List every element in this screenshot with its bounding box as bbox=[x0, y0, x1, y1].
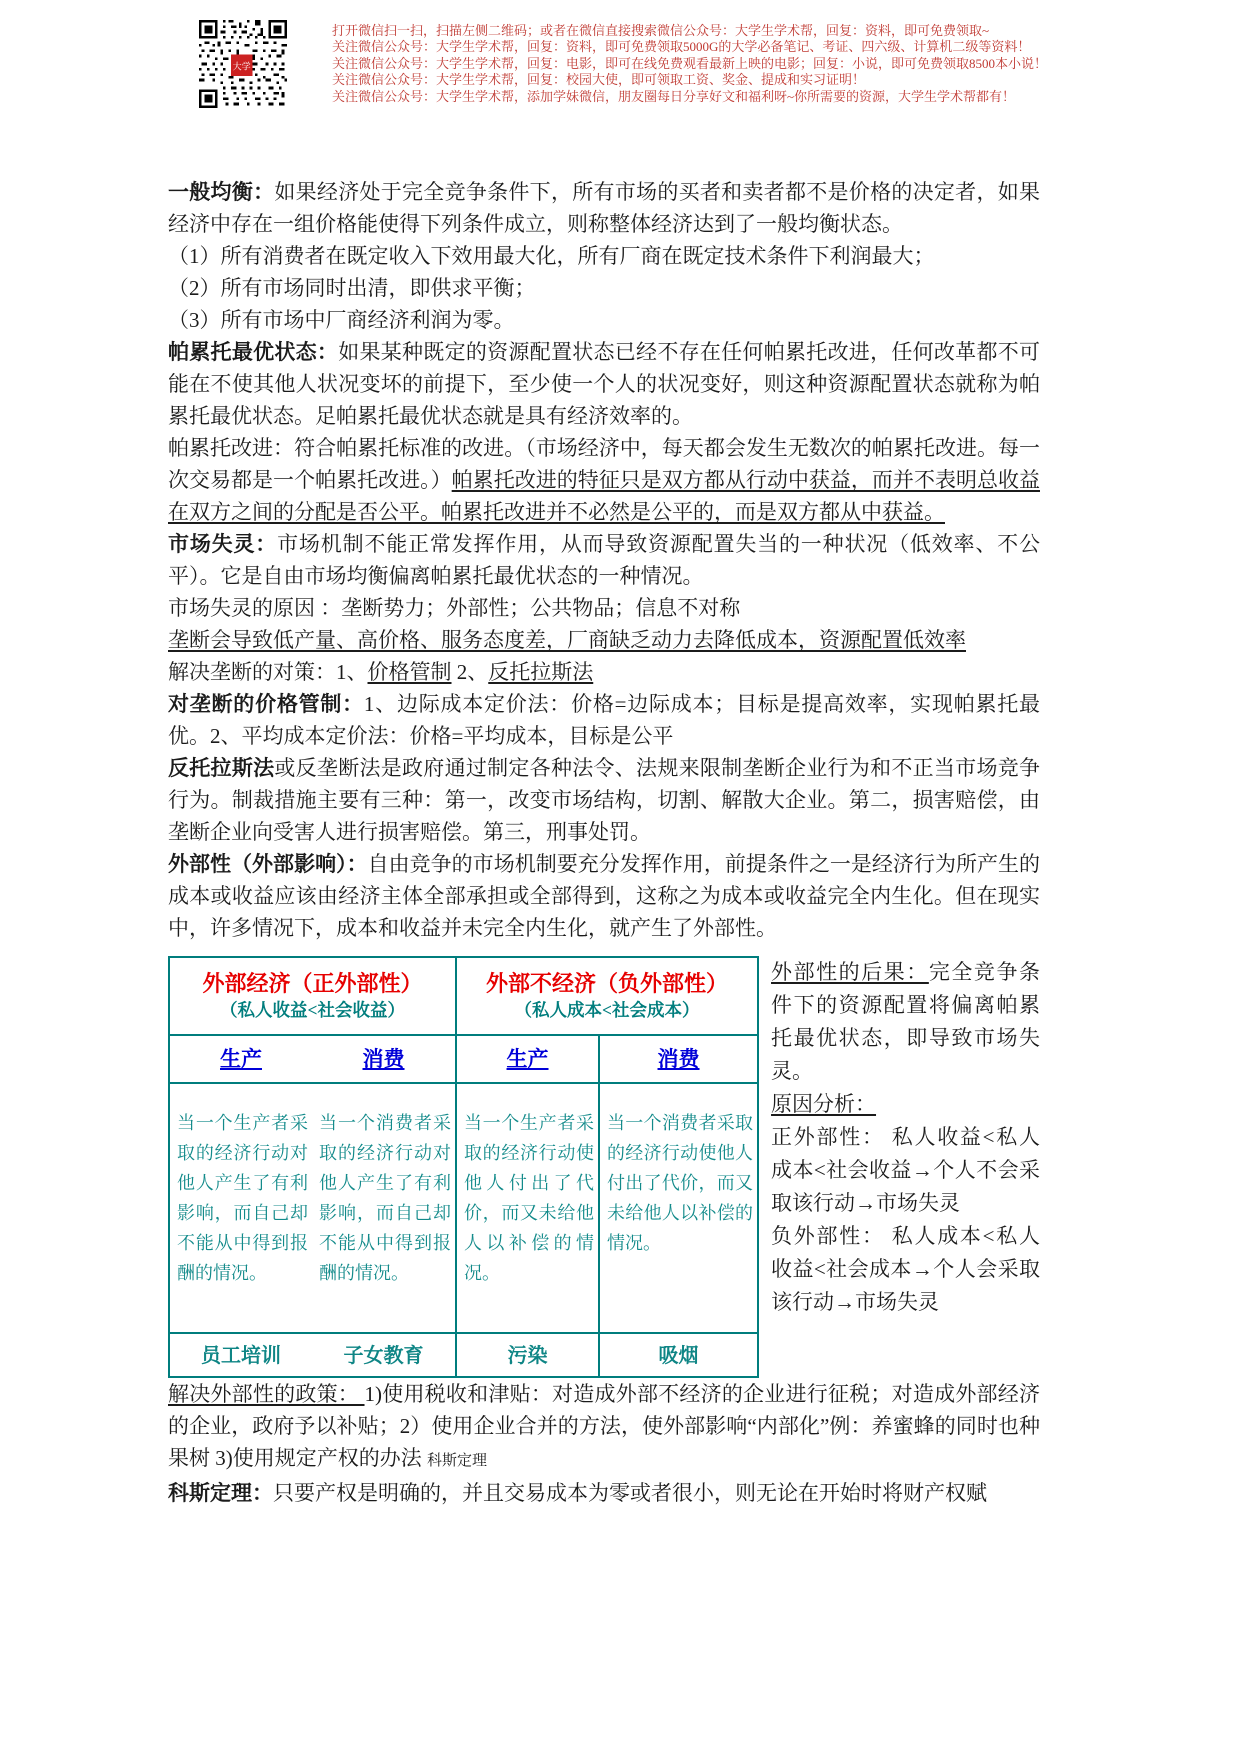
term-coase-theorem: 科斯定理： bbox=[168, 1481, 273, 1505]
externality-paragraph: 外部性（外部影响）：自由竞争的市场机制要充分发挥作用，前提条件之一是经济行为所产生的成本或收益应该由经济主体全部承担或全部得到，这称之为成本或收益完全内生化。但在现实中，许多情况下，成本和收益并未完全内生化，就产生了外部性。 bbox=[168, 852, 1041, 940]
term-externality: 外部性（外部影响）： bbox=[168, 852, 368, 876]
term-pareto-optimal: 帕累托最优状态： bbox=[168, 340, 339, 364]
antitrust-paragraph: 反托拉斯法或反垄断法是政府通过制定各种法令、法规来限制垄断企业行为和不正当市场竞争行为。制裁措施主要有三种：第一，改变市场结构，切割、解散大企业。第二，损害赔偿，由垄断企业向受害人进行损害赔偿。第三，刑事处罚。 bbox=[168, 756, 1040, 844]
wechat-ad-block bbox=[332, 23, 1047, 105]
ad-line: 关注微信公众号：大学生学术帮，添加学妹微信，朋友圈每日分享好文和福利呀~你所需要的资源，大学生学术帮都有！ bbox=[332, 88, 1016, 104]
condition-2: （2）所有市场同时出清，即供求平衡； bbox=[168, 276, 536, 300]
price-regulation-paragraph: 对垄断的价格管制：1、边际成本定价法：价格=边际成本；目标是提高效率，实现帕累托最优。2、平均成本定价法：价格=平均成本，目标是公平 bbox=[168, 692, 1041, 748]
group-header-positive: 外部经济（正外部性） （私人收益<社会收益） bbox=[169, 957, 456, 1035]
monopoly-effects-line: 垄断会导致低产量、高价格、服务态度差，厂商缺乏动力去降低成本，资源配置低效率 bbox=[168, 628, 966, 652]
term-price-regulation: 对垄断的价格管制： bbox=[168, 692, 364, 716]
market-failure-causes: 市场失灵的原因 ：垄断势力；外部性；公共物品；信息不对称 bbox=[168, 596, 741, 620]
qr-logo-text: 大学 bbox=[232, 61, 251, 72]
externality-policy-paragraph: 解决外部性的政策： 1)使用税收和津贴：对造成外部不经济的企业进行征税；对造成外部经济的企业，政府予以补贴；2）使用企业合并的方法，使外部影响“内部化”例：养蜜蜂的同时也种果树 3)使用规定产权的办法 科斯定理 bbox=[168, 1382, 1040, 1470]
term-antitrust-law: 反托拉斯法 bbox=[168, 756, 275, 780]
positive-externality-line: 正外部性： 私人收益<私人成本<社会收益→个人不会采取该行动→市场失灵 bbox=[771, 1125, 1040, 1215]
group-header-negative: 外部不经济（负外部性） （私人成本<社会成本） bbox=[456, 957, 758, 1035]
condition-1: （1）所有消费者在既定收入下效用最大化，所有厂商在既定技术条件下利润最大； bbox=[168, 244, 935, 268]
pareto-improvement-paragraph: 帕累托改进：符合帕累托标准的改进。（市场经济中，每天都会发生无数次的帕累托改进。每一次交易都是一个帕累托改进。）帕累托改进的特征只是双方都从行动中获益，而并不表明总收益在双方之间的分配是否公平。帕累托改进并不必然是公平的，而是双方都从中获益。 bbox=[168, 436, 1040, 524]
market-failure-paragraph: 市场失灵：市场机制不能正常发挥作用，从而导致资源配置失当的一种状况（低效率、不公平）。它是自由市场均衡偏离帕累托最优状态的一种情况。 bbox=[168, 532, 1041, 588]
externality-table bbox=[168, 956, 759, 1378]
solution-price-control: 价格管制 bbox=[367, 660, 452, 684]
definition-cell: 当一个消费者采取的经济行动对他人产生了有利影响，而自己却不能从中得到报酬的情况。 bbox=[312, 1083, 456, 1333]
example-cell: 污染 bbox=[456, 1333, 599, 1377]
solution-antitrust: 反托拉斯法 bbox=[488, 660, 594, 684]
ad-line: 关注微信公众号：大学生学术帮，回复：电影，即可在线免费观看最新上映的电影；回复：小说，即可免费领取8500本小说！ bbox=[332, 55, 1048, 71]
cause-analysis-label: 原因分析： bbox=[771, 1092, 877, 1116]
example-cell: 员工培训 bbox=[169, 1333, 312, 1377]
monopoly-solutions-line: 解决垄断的对策：1、价格管制 2、反托拉斯法 bbox=[168, 660, 594, 684]
definition-cell: 当一个生产者采取的经济行动使他人付出了代价，而又未给他人以补偿的情况。 bbox=[456, 1083, 599, 1333]
externality-consequence-notes bbox=[771, 956, 1040, 1319]
term-general-equilibrium: 一般均衡： bbox=[168, 180, 275, 204]
coase-theorem-paragraph: 科斯定理：只要产权是明确的，并且交易成本为零或者很小，则无论在开始时将财产权赋 bbox=[168, 1481, 987, 1505]
condition-3: （3）所有市场中厂商经济利润为零。 bbox=[168, 308, 515, 332]
col-header-consumption-1: 消费 bbox=[312, 1035, 456, 1083]
ad-line: 打开微信扫一扫，扫描左侧二维码；或者在微信直接搜索微信公众号：大学生学术帮，回复：资料，即可免费领取~ bbox=[332, 23, 990, 38]
definition-cell: 当一个消费者采取的经济行动使他人付出了代价，而又未给他人以补偿的情况。 bbox=[599, 1083, 758, 1333]
example-cell: 子女教育 bbox=[312, 1333, 456, 1377]
document-body bbox=[168, 176, 1040, 1509]
general-equilibrium-paragraph: 一般均衡：如果经济处于完全竞争条件下，所有市场的买者和卖者都不是价格的决定者，如果经济中存在一组价格能使得下列条件成立，则称整体经济达到了一般均衡状态。 bbox=[168, 180, 1040, 236]
col-header-production-2: 生产 bbox=[456, 1035, 599, 1083]
qr-code-image bbox=[199, 20, 287, 108]
term-market-failure: 市场失灵： bbox=[168, 532, 278, 556]
externality-section bbox=[168, 956, 1040, 1378]
ad-line: 关注微信公众号：大学生学术帮，回复：校园大使，即可领取工资、奖金、提成和实习证明！ bbox=[332, 72, 866, 88]
pareto-optimal-paragraph: 帕累托最优状态：如果某种既定的资源配置状态已经不存在任何帕累托改进，任何改革都不可能在不使其他人状况变坏的前提下，至少使一个人的状况变好，则这种资源配置状态就称为帕累托最优状态。足帕累托最优状态就是具有经济效率的。 bbox=[168, 340, 1041, 428]
consequence-paragraph: 外部性的后果：完全竞争条件下的资源配置将偏离帕累托最优状态，即导致市场失灵。 bbox=[771, 960, 1041, 1083]
col-header-production-1: 生产 bbox=[169, 1035, 312, 1083]
col-header-consumption-2: 消费 bbox=[599, 1035, 758, 1083]
example-cell: 吸烟 bbox=[599, 1333, 758, 1377]
ad-line: 关注微信公众号：大学生学术帮，回复：资料，即可免费领取5000G的大学必备笔记、考证、四六级、计算机二级等资料！ bbox=[332, 39, 1031, 55]
coase-theorem-note: 科斯定理 bbox=[427, 1453, 488, 1469]
definition-cell: 当一个生产者采取的经济行动对他人产生了有利影响，而自己却不能从中得到报酬的情况。 bbox=[169, 1083, 312, 1333]
pareto-improvement-underline: 帕累托改进的特征只是双方都从行动中获益，而并不表明总收益在双方之间的分配是否公平。帕累托改进并不必然是公平的，而是双方都从中获益。 bbox=[168, 468, 1040, 524]
negative-externality-line: 负外部性： 私人成本<私人收益<社会成本→个人会采取该行动→市场失灵 bbox=[771, 1224, 1040, 1314]
